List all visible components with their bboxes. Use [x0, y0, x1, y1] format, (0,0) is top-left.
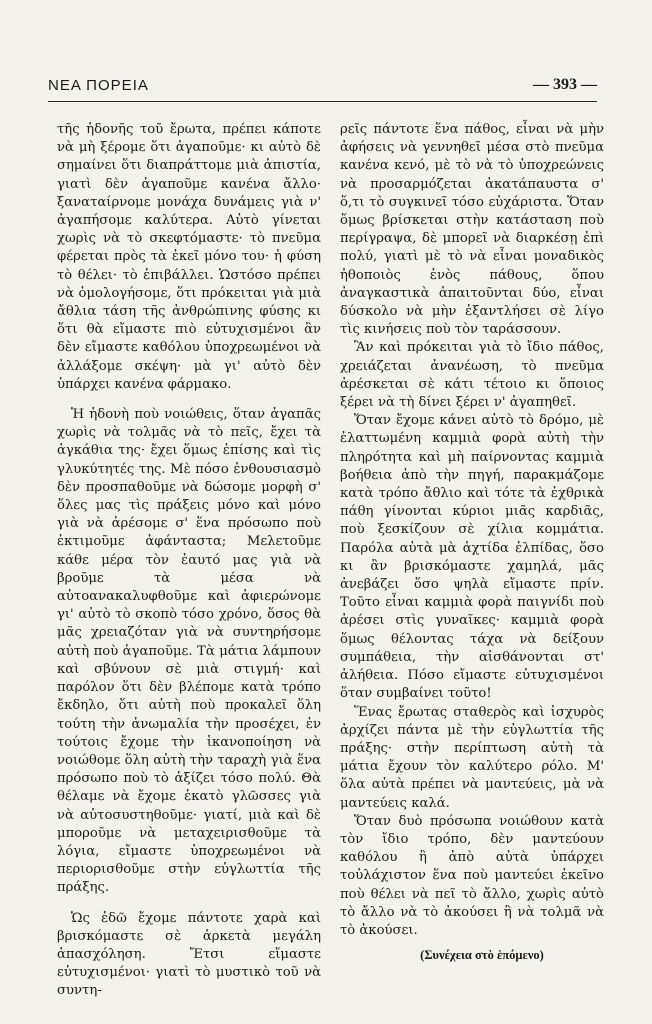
paragraph: τῆς ἡδονῆς τοῦ ἔρωτα, πρέπει κάποτε νὰ μὴ ξέρομε ὅτι ἀγαποῦμε· κι αὐτὸ δὲ σημαίνει ὅτι διαπράττομε μιὰ ἀπιστία, γιατὶ δὲν ἀγαποῦμε κανένα ἄλλο· ξαναταίρνομε μονάχα δυνάμεις γιὰ ν' ἀγαπήσομε καλύτερα. Αὐτὸ γίνεται χωρὶς νὰ τὸ σκεφτόμαστε· τὸ πνεῦμα φέρεται πρὸς τὰ ἐκεῖ μόνο του· ἡ φύση τὸ θέλει· τὸ ἐπιβάλλει. Ὡστόσο πρέπει νὰ ὁμολογήσομε, ὅτι πρόκειται γιὰ μιὰ ἄθλια τάση τῆς ἀνθρώπινης φύσης κι ὅτι θὰ εἴμαστε πιὸ εὐτυχισμένοι ἂν δὲν εἴμαστε καθόλου ὑποχρεωμένοι νὰ ἀλλάξομε σκέψη· μὰ γι' αὐτὸ δὲν ὑπάρχει κανένα φάρμακο. [57, 122, 321, 392]
paragraph: Ὡς ἐδῶ ἔχομε πάντοτε χαρὰ καὶ βρισκόμαστε σὲ ἀρκετὰ μεγάλη ἀπασχόληση. Ἔτσι εἴμαστε εὐτυχισμένοι· γιατὶ τὸ μυστικὸ τοῦ νὰ συντη- [57, 910, 321, 999]
running-header [48, 70, 597, 94]
paragraph: Ὅταν δυὸ πρόσωπα νοιώθουν κατὰ τὸν ἴδιο τρόπο, δὲν μαντεύουν καθόλου ἢ ἀπὸ αὐτὰ ὑπάρχει τοὐλάχιστον ἕνα ποὺ μαντεύει ἐκεῖνο ποὺ θέλει νὰ πεῖ τὸ ἄλλο, χωρὶς αὐτὸ τὸ ἄλλο νὰ τὸ ἀκούσει ἢ νὰ τολμᾶ νὰ τὸ ἀκούσει. [340, 813, 604, 938]
right-column [340, 121, 604, 964]
header-rule [48, 101, 597, 102]
paragraph: ρεῖς πάντοτε ἕνα πάθος, εἶναι νὰ μὴν ἀφήσεις νὰ γεννηθεῖ μέσα στὸ πνεῦμα κανένα κενό, μὲ τὸ νὰ τὸ ὑποχρεώνεις νὰ προσαρμόζεται ἀκατάπαυστα σ' ὅ,τι τὸ συγκινεῖ τόσο εὐχάριστα. Ὅταν ὅμως βρίσκεται στὴν κατάσταση ποὺ περίγραψα, δὲ μπορεῖ νὰ διαρκέσῃ ἐπὶ πολύ, γιατὶ μὲ τὸ νὰ εἶναι μοναδικὸς ἠθοποιὸς ἑνὸς πάθους, ὅπου ἀναγκαστικὰ ἀπαιτοῦνται δύο, εἶναι δύσκολο νὰ μὴν ἐξαντλήσει σὲ λίγο τὶς κινήσεις ποὺ τὸν ταράσσουν. [340, 122, 604, 338]
page-number: — 393 — [533, 76, 597, 93]
paragraph: Ἡ ἡδονὴ ποὺ νοιώθεις, ὅταν ἀγαπᾶς χωρὶς νὰ τολμᾶς νὰ τὸ πεῖς, ἔχει τὰ ἀγκάθια της· ἔχει ὅμως ἐπίσης καὶ τὶς γλυκύτητές της. Μὲ πόσο ἐνθουσιασμὸ δὲν προσπαθοῦμε νὰ δώσομε μορφὴ σ' ὅλες μας τὶς πράξεις μόνο καὶ μόνο γιὰ νὰ ἀρέσομε σ' ἕνα πρόσωπο ποὺ ἐκτιμοῦμε ἀφάνταστα; Μελετοῦμε κάθε μέρα τὸν ἑαυτό μας γιὰ νὰ βροῦμε τὰ μέσα νὰ αὐτοανακαλυφθοῦμε καὶ ἀφιερώνομε γι' αὐτὸ τὸ σκοπὸ τόσο χρόνο, ὅσος θὰ μᾶς χρειαζόταν γιὰ νὰ συντηρήσομε αὐτὴ ποὺ ἀγαποῦμε. Τὰ μάτια λάμπουν καὶ σβύνουν σὲ μιὰ στιγμή· καὶ παρόλον ὅτι δὲν βλέπομε κατὰ τρόπο ἔκδηλο, ὅτι αὐτὴ ποὺ προκαλεῖ ὅλη τούτη τὴν ἀνωμαλία τὴν προσέχει, ἐν τούτοις ἔχομε τὴν ἱκανοποίηση νὰ νοιώθομε ὅλη αὐτὴ τὴν ταραχὴ γιὰ ἕνα πρόσωπο ποὺ τὸ ἀξίζει τόσο πολύ. Θὰ θέλαμε νὰ ἔχομε ἑκατὸ γλῶσσες γιὰ νὰ αὐτοσυστηθοῦμε· γιατί, μιὰ καὶ δὲ μποροῦμε νὰ μεταχειρισθοῦμε τὰ λόγια, εἴμαστε ὑποχρεωμένοι νὰ περιορισθοῦμε στὴν εὐγλωττία τῆς πράξης. [57, 407, 321, 896]
paragraph: Ὅταν ἔχομε κάνει αὐτὸ τὸ δρόμο, μὲ ἐλαττωμένη καμμιὰ φορὰ αὐτὴ τὴν πληρότητα καὶ μὴ παίρνοντας καμμιὰ βοήθεια ἀπὸ τὴν πηγή, παρακμάζομε κατὰ τρόπο ἄθλιο καὶ τότε τὰ ἐχθρικὰ πάθη γίνονται κύριοι μιᾶς καρδιᾶς, ποὺ ξεσκίζουν σὲ χίλια κομμάτια. Παρόλα αὐτὰ μὰ ἀχτίδα ἐλπίδας, ὅσο κι ἂν βρισκόμαστε χαμηλά, μᾶς ἀνεβάζει ὅσο ψηλὰ εἴμαστε πρίν. Τοῦτο εἶναι καμμιὰ φορὰ παιγνίδι ποὺ ἀρέσει στὶς γυναῖκες· καμμιὰ φορὰ ὅμως θέλοντας τάχα νὰ δείξουν συμπάθεια, τὴν αἰσθάνονται στ' ἀλήθεια. Πόσο εἴμαστε εὐτυχισμένοι ὅταν συμβαίνει τοῦτο! [340, 413, 604, 702]
left-column [57, 121, 321, 1001]
paragraph: Ἕνας ἔρωτας σταθερὸς καὶ ἰσχυρὸς ἀρχίζει πάντα μὲ τὴν εὐγλωττία τῆς πράξης· στὴν περίπτωση αὐτὴ τὰ μάτια ἔχουν τὸν καλύτερο ρόλο. Μ' ὅλα αὐτὰ πρέπει νὰ μαντεύεις, μὰ νὰ μαντεύεις καλά. [340, 704, 604, 811]
journal-title: ΝΕΑ ΠΟΡΕΙΑ [48, 77, 149, 94]
paragraph: Ἂν καὶ πρόκειται γιὰ τὸ ἴδιο πάθος, χρειάζεται ἀνανέωση, τὸ πνεῦμα ἀρέσκεται σὲ κάτι τέτοιο κι ὅποιος ξέρει νὰ τὴ δίνει ξέρει ν' ἀγαπηθεῖ. [340, 340, 604, 411]
continuation-note: (Συνέχεια στὸ ἑπόμενο) [420, 948, 544, 963]
